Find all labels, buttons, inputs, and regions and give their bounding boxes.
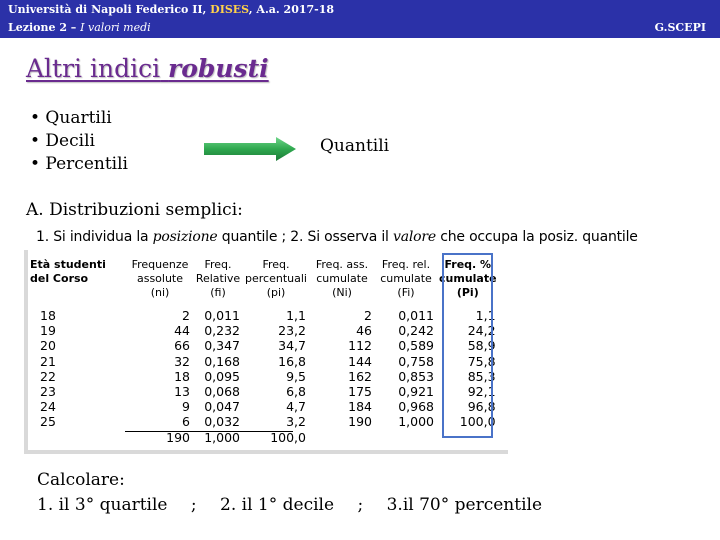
- bullet-decili: • Decili: [30, 131, 95, 151]
- table-cell: 23: [40, 384, 56, 400]
- table-cell: 18: [174, 368, 190, 384]
- table-cell: 112: [348, 338, 372, 354]
- table-cell: 1,1: [475, 308, 496, 323]
- step1-suffix: quantile ;: [221, 229, 291, 245]
- table-cell: 24: [40, 399, 56, 415]
- title-main: Altri indici: [26, 54, 161, 83]
- table-cell: 96,8: [467, 399, 496, 415]
- frequency-table-container: [24, 250, 508, 454]
- table-cell: 22: [40, 368, 56, 384]
- academic-year: , A.a. 2017-18: [248, 3, 335, 16]
- step2-keyword: valore: [393, 229, 436, 245]
- right-arrow-icon: [204, 137, 296, 161]
- table-cell: [28, 430, 127, 445]
- table-cell: 6: [182, 414, 190, 430]
- table-cell: 0,095: [204, 368, 240, 384]
- col-header-Pi: Freq. % cumulate (Pi): [439, 258, 497, 299]
- table-cell: 58,9: [467, 338, 496, 354]
- table-row: [28, 323, 499, 338]
- table-cell: 6,8: [286, 384, 306, 400]
- bullet-percentili: • Percentili: [30, 154, 128, 174]
- table-cell: 0,168: [204, 353, 240, 369]
- table-cell: 18: [40, 308, 56, 323]
- table-cell: 34,7: [278, 338, 306, 354]
- table-cell: 20: [40, 338, 56, 354]
- table-cell: [309, 430, 375, 445]
- calc-items: [37, 495, 560, 515]
- totals-divider: [125, 431, 293, 432]
- table-cell: 32: [174, 353, 190, 369]
- bullet-quartili: • Quartili: [30, 108, 112, 128]
- step1-keyword: posizione: [152, 229, 218, 245]
- table-cell: 2: [364, 308, 372, 323]
- table-cell: 0,589: [398, 338, 434, 354]
- slide-title: [26, 54, 269, 83]
- table-cell: 184: [348, 399, 372, 415]
- author-label: G.SCEPI: [654, 21, 706, 34]
- table-cell: 190: [348, 414, 372, 430]
- table-cell: 24,2: [467, 323, 496, 339]
- lesson-topic: I valori medi: [80, 21, 151, 34]
- col-header-pi: Freq. percentuali (pi): [245, 258, 307, 299]
- table-cell: 13: [174, 384, 190, 400]
- table-cell: 46: [356, 323, 372, 339]
- table-cell: 21: [40, 353, 56, 369]
- table-row: [28, 399, 499, 414]
- table-cell: 9: [182, 399, 190, 415]
- steps-line: [36, 229, 638, 245]
- col-header-fi: Freq. Relative (fi): [195, 258, 241, 299]
- header-lesson: [8, 21, 151, 34]
- col-header-Fi: Freq. rel. cumulate (Fi): [380, 258, 432, 299]
- university-name: Università di Napoli Federico II,: [8, 3, 207, 16]
- table-cell: 175: [348, 384, 372, 400]
- table-cell: 85,3: [467, 368, 496, 384]
- quantili-label: Quantili: [320, 136, 390, 156]
- step1-prefix: 1. Si individua la: [36, 229, 149, 245]
- table-cell: 23,2: [278, 323, 306, 339]
- table-row: [28, 414, 499, 429]
- table-cell: 9,5: [286, 368, 306, 384]
- table-row: [28, 338, 499, 353]
- table-header-row: [28, 258, 499, 308]
- table-cell: 0,047: [204, 399, 240, 415]
- table-cell: 1,1: [286, 308, 306, 323]
- calc-separator: ;: [357, 495, 364, 515]
- col-header-Ni: Freq. ass. cumulate (Ni): [315, 258, 369, 299]
- table-cell: 0,242: [398, 323, 434, 339]
- table-body: [28, 308, 499, 445]
- bullet-list: [30, 107, 128, 176]
- frequency-table: [28, 258, 499, 445]
- calc-separator: ;: [190, 495, 197, 515]
- table-cell: 2: [182, 308, 190, 323]
- col-header-ni: Frequenze assolute (ni): [131, 258, 189, 299]
- table-cell: 162: [348, 368, 372, 384]
- table-cell: 3,2: [286, 414, 306, 430]
- col-header-age: Età studenti del Corso: [30, 258, 106, 285]
- table-cell: 1,000: [204, 429, 240, 445]
- table-cell: 75,8: [467, 353, 496, 369]
- table-row: [28, 384, 499, 399]
- table-cell: 144: [348, 353, 372, 369]
- table-cell: 92,1: [467, 384, 496, 400]
- calc-item-percentile: 3.il 70° percentile: [386, 495, 543, 515]
- table-cell: 0,068: [204, 384, 240, 400]
- table-cell: 0,011: [204, 308, 240, 323]
- table-cell: 19: [40, 323, 56, 339]
- table-cell: 4,7: [286, 399, 306, 415]
- table-row: [28, 369, 499, 384]
- calc-item-quartile: 1. il 3° quartile: [37, 495, 168, 515]
- table-row: [28, 354, 499, 369]
- table-cell: 0,011: [398, 308, 434, 323]
- calc-item-decile: 2. il 1° decile: [220, 495, 335, 515]
- table-cell: [375, 430, 437, 445]
- table-cell: 66: [174, 338, 190, 354]
- table-row: [28, 308, 499, 323]
- table-cell: 100,0: [270, 429, 306, 445]
- title-emphasis: robusti: [168, 54, 269, 83]
- table-cell: 16,8: [278, 353, 306, 369]
- calc-label: Calcolare:: [37, 470, 125, 490]
- table-cell: 0,853: [398, 368, 434, 384]
- step2-suffix: che occupa la posiz. quantile: [440, 229, 638, 245]
- table-cell: 0,968: [398, 399, 434, 415]
- table-cell: 0,032: [204, 414, 240, 430]
- table-cell: 44: [174, 323, 190, 339]
- department-name: DISES: [210, 3, 249, 16]
- header-university: [8, 3, 334, 16]
- slide-header: [0, 0, 720, 38]
- section-heading: A. Distribuzioni semplici:: [26, 200, 243, 220]
- lesson-number: Lezione 2 –: [8, 21, 77, 34]
- table-cell: 0,758: [398, 353, 434, 369]
- table-cell: 1,000: [398, 414, 434, 430]
- table-cell: 25: [40, 414, 56, 430]
- table-cell: 0,232: [204, 323, 240, 339]
- table-cell: 0,921: [398, 384, 434, 400]
- table-cell: 190: [166, 429, 190, 445]
- table-cell: [437, 430, 499, 445]
- step2-prefix: 2. Si osserva il: [290, 229, 389, 245]
- table-cell: 0,347: [204, 338, 240, 354]
- table-cell: 100,0: [459, 414, 496, 430]
